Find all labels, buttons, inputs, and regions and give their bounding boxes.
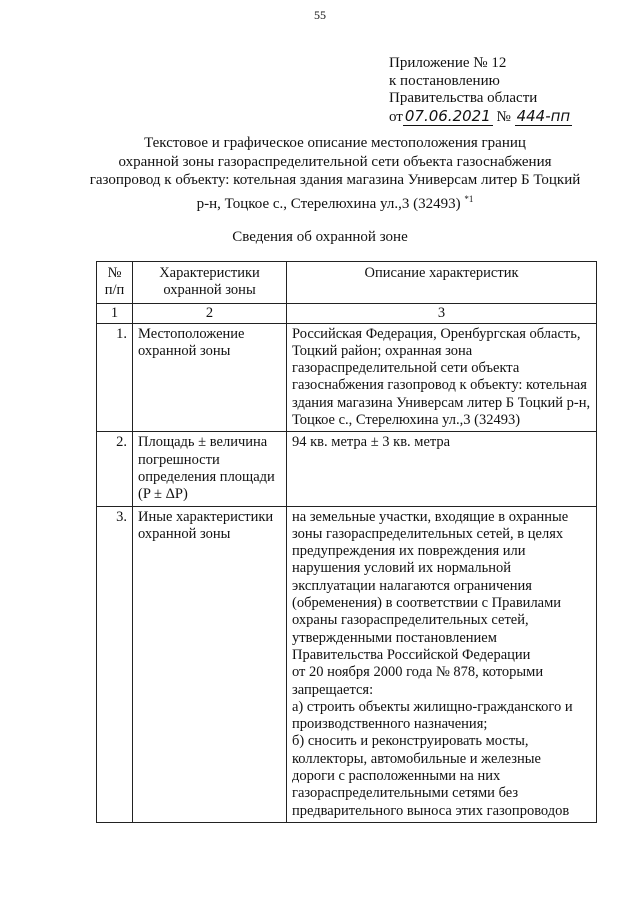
description-line: запрещается: xyxy=(292,681,374,698)
resolution-number: 444-пп xyxy=(516,106,571,125)
appendix-resolution: к постановлению xyxy=(389,72,500,89)
table-row xyxy=(97,432,597,506)
row-description: Российская Федерация, Оренбургская область, Тоцкий район; охранная зона газораспределительной сети объекта газоснабжения газопровод к объекту: котельная здания магазина Универсам литер Б Тоцкий р-н, Тоцкое с., Стерелюхина ул.,3 (32493) xyxy=(287,323,597,432)
row-description: 94 кв. метра ± 3 кв. метра xyxy=(287,432,597,506)
date-prefix: от xyxy=(389,108,403,125)
description-line: дороги с расположенными на них xyxy=(292,768,501,785)
row-number: 3. xyxy=(97,506,133,822)
description-line: нарушения условий их нормальной xyxy=(292,560,512,577)
description-line: на земельные участки, входящие в охранные xyxy=(292,508,569,525)
header-number: № п/п xyxy=(97,262,133,304)
row-characteristic: Местоположение охранной зоны xyxy=(133,323,287,432)
document-title xyxy=(60,134,610,213)
title-line-4-text: р-н, Тоцкое с., Стерелюхина ул.,3 (32493) xyxy=(196,195,461,212)
appendix-government: Правительства области xyxy=(389,90,538,106)
table-row xyxy=(97,323,597,432)
description-line: а) строить объекты жилищно-гражданского и xyxy=(292,698,573,715)
description-line: предупреждения их повреждения или xyxy=(292,543,526,560)
appendix-title: Приложение № 12 xyxy=(389,55,507,71)
row-description xyxy=(287,506,597,822)
protection-zone-table xyxy=(96,261,597,823)
column-number-2: 2 xyxy=(133,303,287,323)
description-line: коллекторы, автомобильные и железные xyxy=(292,750,541,767)
row-number: 2. xyxy=(97,432,133,506)
title-line-2: охранной зоны газораспределительной сети объекта газоснабжения xyxy=(118,153,552,170)
title-line-4 xyxy=(60,190,610,214)
title-line-1: Текстовое и графическое описание местоположения границ xyxy=(144,135,526,151)
table-header-row xyxy=(97,262,597,304)
header-description: Описание характеристик xyxy=(287,262,597,304)
description-line: газораспределительными сетями без xyxy=(292,785,519,802)
footnote-mark: *1 xyxy=(464,193,474,204)
description-line: б) сносить и реконструировать мосты, xyxy=(292,733,529,750)
column-number-3: 3 xyxy=(287,303,597,323)
description-line: утвержденными постановлением xyxy=(292,629,497,646)
row-characteristic: Площадь ± величина погрешности определения площади (P ± ΔP) xyxy=(133,432,287,506)
row-number: 1. xyxy=(97,323,133,432)
resolution-date: 07.06.2021 xyxy=(404,106,491,125)
title-line-3: газопровод к объекту: котельная здания магазина Универсам литер Б Тоцкий xyxy=(89,172,581,188)
appendix-block xyxy=(389,55,572,126)
description-line: охраны газораспределительных сетей, xyxy=(292,612,529,629)
number-prefix: № xyxy=(496,108,511,125)
row-characteristic: Иные характеристики охранной зоны xyxy=(133,506,287,822)
column-number-1: 1 xyxy=(97,303,133,323)
description-line: производственного назначения; xyxy=(292,716,488,733)
header-characteristics: Характеристики охранной зоны xyxy=(133,262,287,304)
table-row xyxy=(97,506,597,822)
description-line: зоны газораспределительных сетей, в целях xyxy=(292,525,564,542)
description-line: Правительства Российской Федерации xyxy=(292,646,531,663)
description-line: от 20 ноября 2000 года № 878, которыми xyxy=(292,664,544,681)
description-line: (обременения) в соответствии с Правилами xyxy=(292,595,562,612)
page-number: 55 xyxy=(314,8,326,22)
section-subtitle: Сведения об охранной зоне xyxy=(232,229,408,245)
appendix-date-line xyxy=(389,108,572,127)
description-line: эксплуатации налагаются ограничения xyxy=(292,577,532,594)
column-number-row xyxy=(97,303,597,323)
description-line: предварительного выноса этих газопроводов xyxy=(292,802,570,819)
